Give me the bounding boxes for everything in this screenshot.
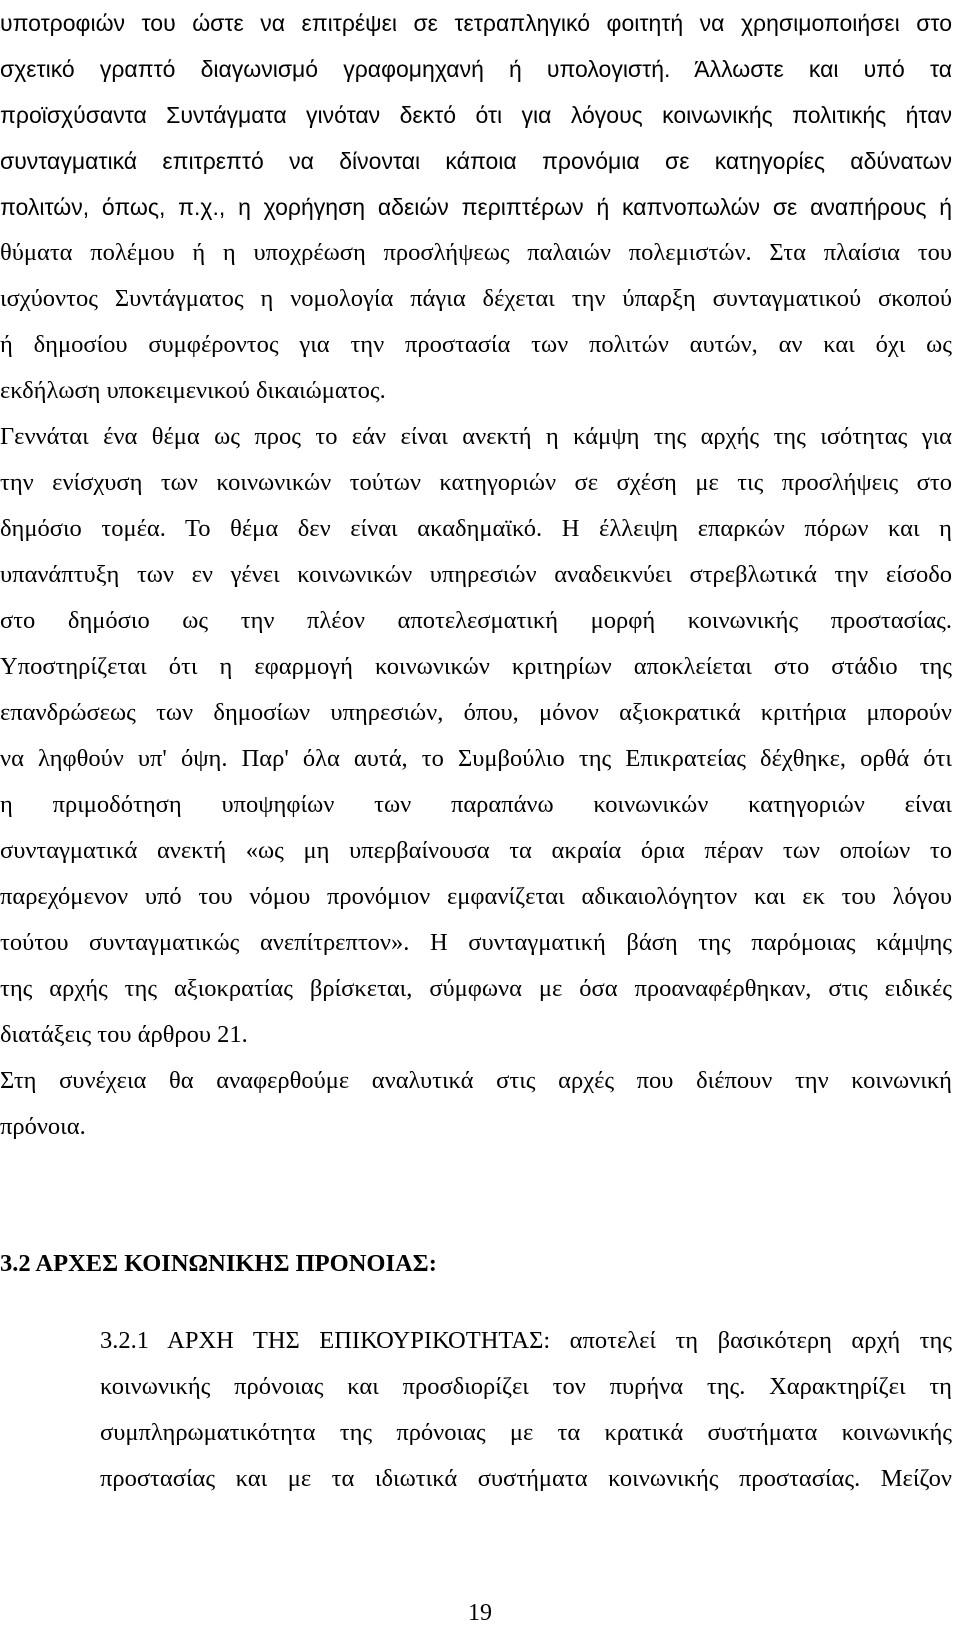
text-line: δημόσιο τομέα. Το θέμα δεν είναι ακαδημαϊκό. Η έλλειψη επαρκών πόρων και η [0,515,952,542]
subsection-line: κοινωνικής πρόνοιας και προσδιορίζει τον πυρήνα της. Χαρακτηρίζει τη [100,1373,952,1400]
text-line: σχετικό γραπτό διαγωνισμό γραφομηχανή ή υπολογιστή. Άλλωστε και υπό τα [0,56,952,82]
text-line: θύματα πολέμου ή η υποχρέωση προσλήψεως παλαιών πολεμιστών. Στα πλαίσια του [0,239,952,266]
subsection-line: 3.2.1 ΑΡΧΗ ΤΗΣ ΕΠΙΚΟΥΡΙΚΟΤΗΤΑΣ: αποτελεί τη βασικότερη αρχή της [100,1327,952,1354]
text-line: στο δημόσιο ως την πλέον αποτελεσματική μορφή κοινωνικής προστασίας. [0,607,952,634]
text-line: εκδήλωση υποκειμενικού δικαιώματος. [0,377,386,404]
text-line: πολιτών, όπως, π.χ., η χορήγηση αδειών περιπτέρων ή καπνοπωλών σε αναπήρους ή [0,194,952,220]
page-number: 19 [468,1600,492,1626]
text-line: η πριμοδότηση υποψηφίων των παραπάνω κοινωνικών κατηγοριών είναι [0,791,952,818]
text-line: τούτου συνταγματικώς ανεπίτρεπτον». Η συνταγματική βάση της παρόμοιας κάμψης [0,929,952,956]
text-line: προϊσχύσαντα Συντάγματα γινόταν δεκτό ότι για λόγους κοινωνικής πολιτικής ήταν [0,102,952,128]
text-line: συνταγματικά ανεκτή «ως μη υπερβαίνουσα τα ακραία όρια πέραν των οποίων το [0,837,952,864]
subsection-line: συμπληρωματικότητα της πρόνοιας με τα κρατικά συστήματα κοινωνικής [100,1419,952,1446]
text-line: συνταγματικά επιτρεπτό να δίνονται κάποια προνόμια σε κατηγορίες αδύνατων [0,148,952,174]
text-line: ή δημοσίου συμφέροντος για την προστασία των πολιτών αυτών, αν και όχι ως [0,331,952,358]
text-line: Υποστηρίζεται ότι η εφαρμογή κοινωνικών κριτηρίων αποκλείεται στο στάδιο της [0,653,952,680]
text-line: Στη συνέχεια θα αναφερθούμε αναλυτικά στις αρχές που διέπουν την κοινωνική [0,1067,952,1094]
subsection-line: προστασίας και με τα ιδιωτικά συστήματα κοινωνικής προστασίας. Μείζον [100,1465,952,1492]
text-line: την ενίσχυση των κοινωνικών τούτων κατηγοριών σε σχέση με τις προσλήψεις στο [0,469,952,496]
text-line: πρόνοια. [0,1113,86,1140]
text-line: της αρχής της αξιοκρατίας βρίσκεται, σύμφωνα με όσα προαναφέρθηκαν, στις ειδικές [0,975,952,1002]
text-line: παρεχόμενον υπό του νόμου προνόμιον εμφανίζεται αδικαιολόγητον και εκ του λόγου [0,883,952,910]
text-line: επανδρώσεως των δημοσίων υπηρεσιών, όπου, μόνον αξιοκρατικά κριτήρια μπορούν [0,699,952,726]
section-heading: 3.2 ΑΡΧΕΣ ΚΟΙΝΩΝΙΚΗΣ ΠΡΟΝΟΙΑΣ: [0,1250,437,1277]
text-line: υπανάπτυξη των εν γένει κοινωνικών υπηρεσιών αναδεικνύει στρεβλωτικά την είσοδο [0,561,952,588]
text-line: διατάξεις του άρθρου 21. [0,1021,248,1048]
text-line: ισχύοντος Συντάγματος η νομολογία πάγια δέχεται την ύπαρξη συνταγματικού σκοπού [0,285,952,312]
text-line: υποτροφιών του ώστε να επιτρέψει σε τετραπληγικό φοιτητή να χρησιμοποιήσει στο [0,10,952,36]
text-line: να ληφθούν υπ' όψη. Παρ' όλα αυτά, το Συμβούλιο της Επικρατείας δέχθηκε, ορθά ότι [0,745,952,772]
text-line: Γεννάται ένα θέμα ως προς το εάν είναι ανεκτή η κάμψη της αρχής της ισότητας για [0,423,952,450]
